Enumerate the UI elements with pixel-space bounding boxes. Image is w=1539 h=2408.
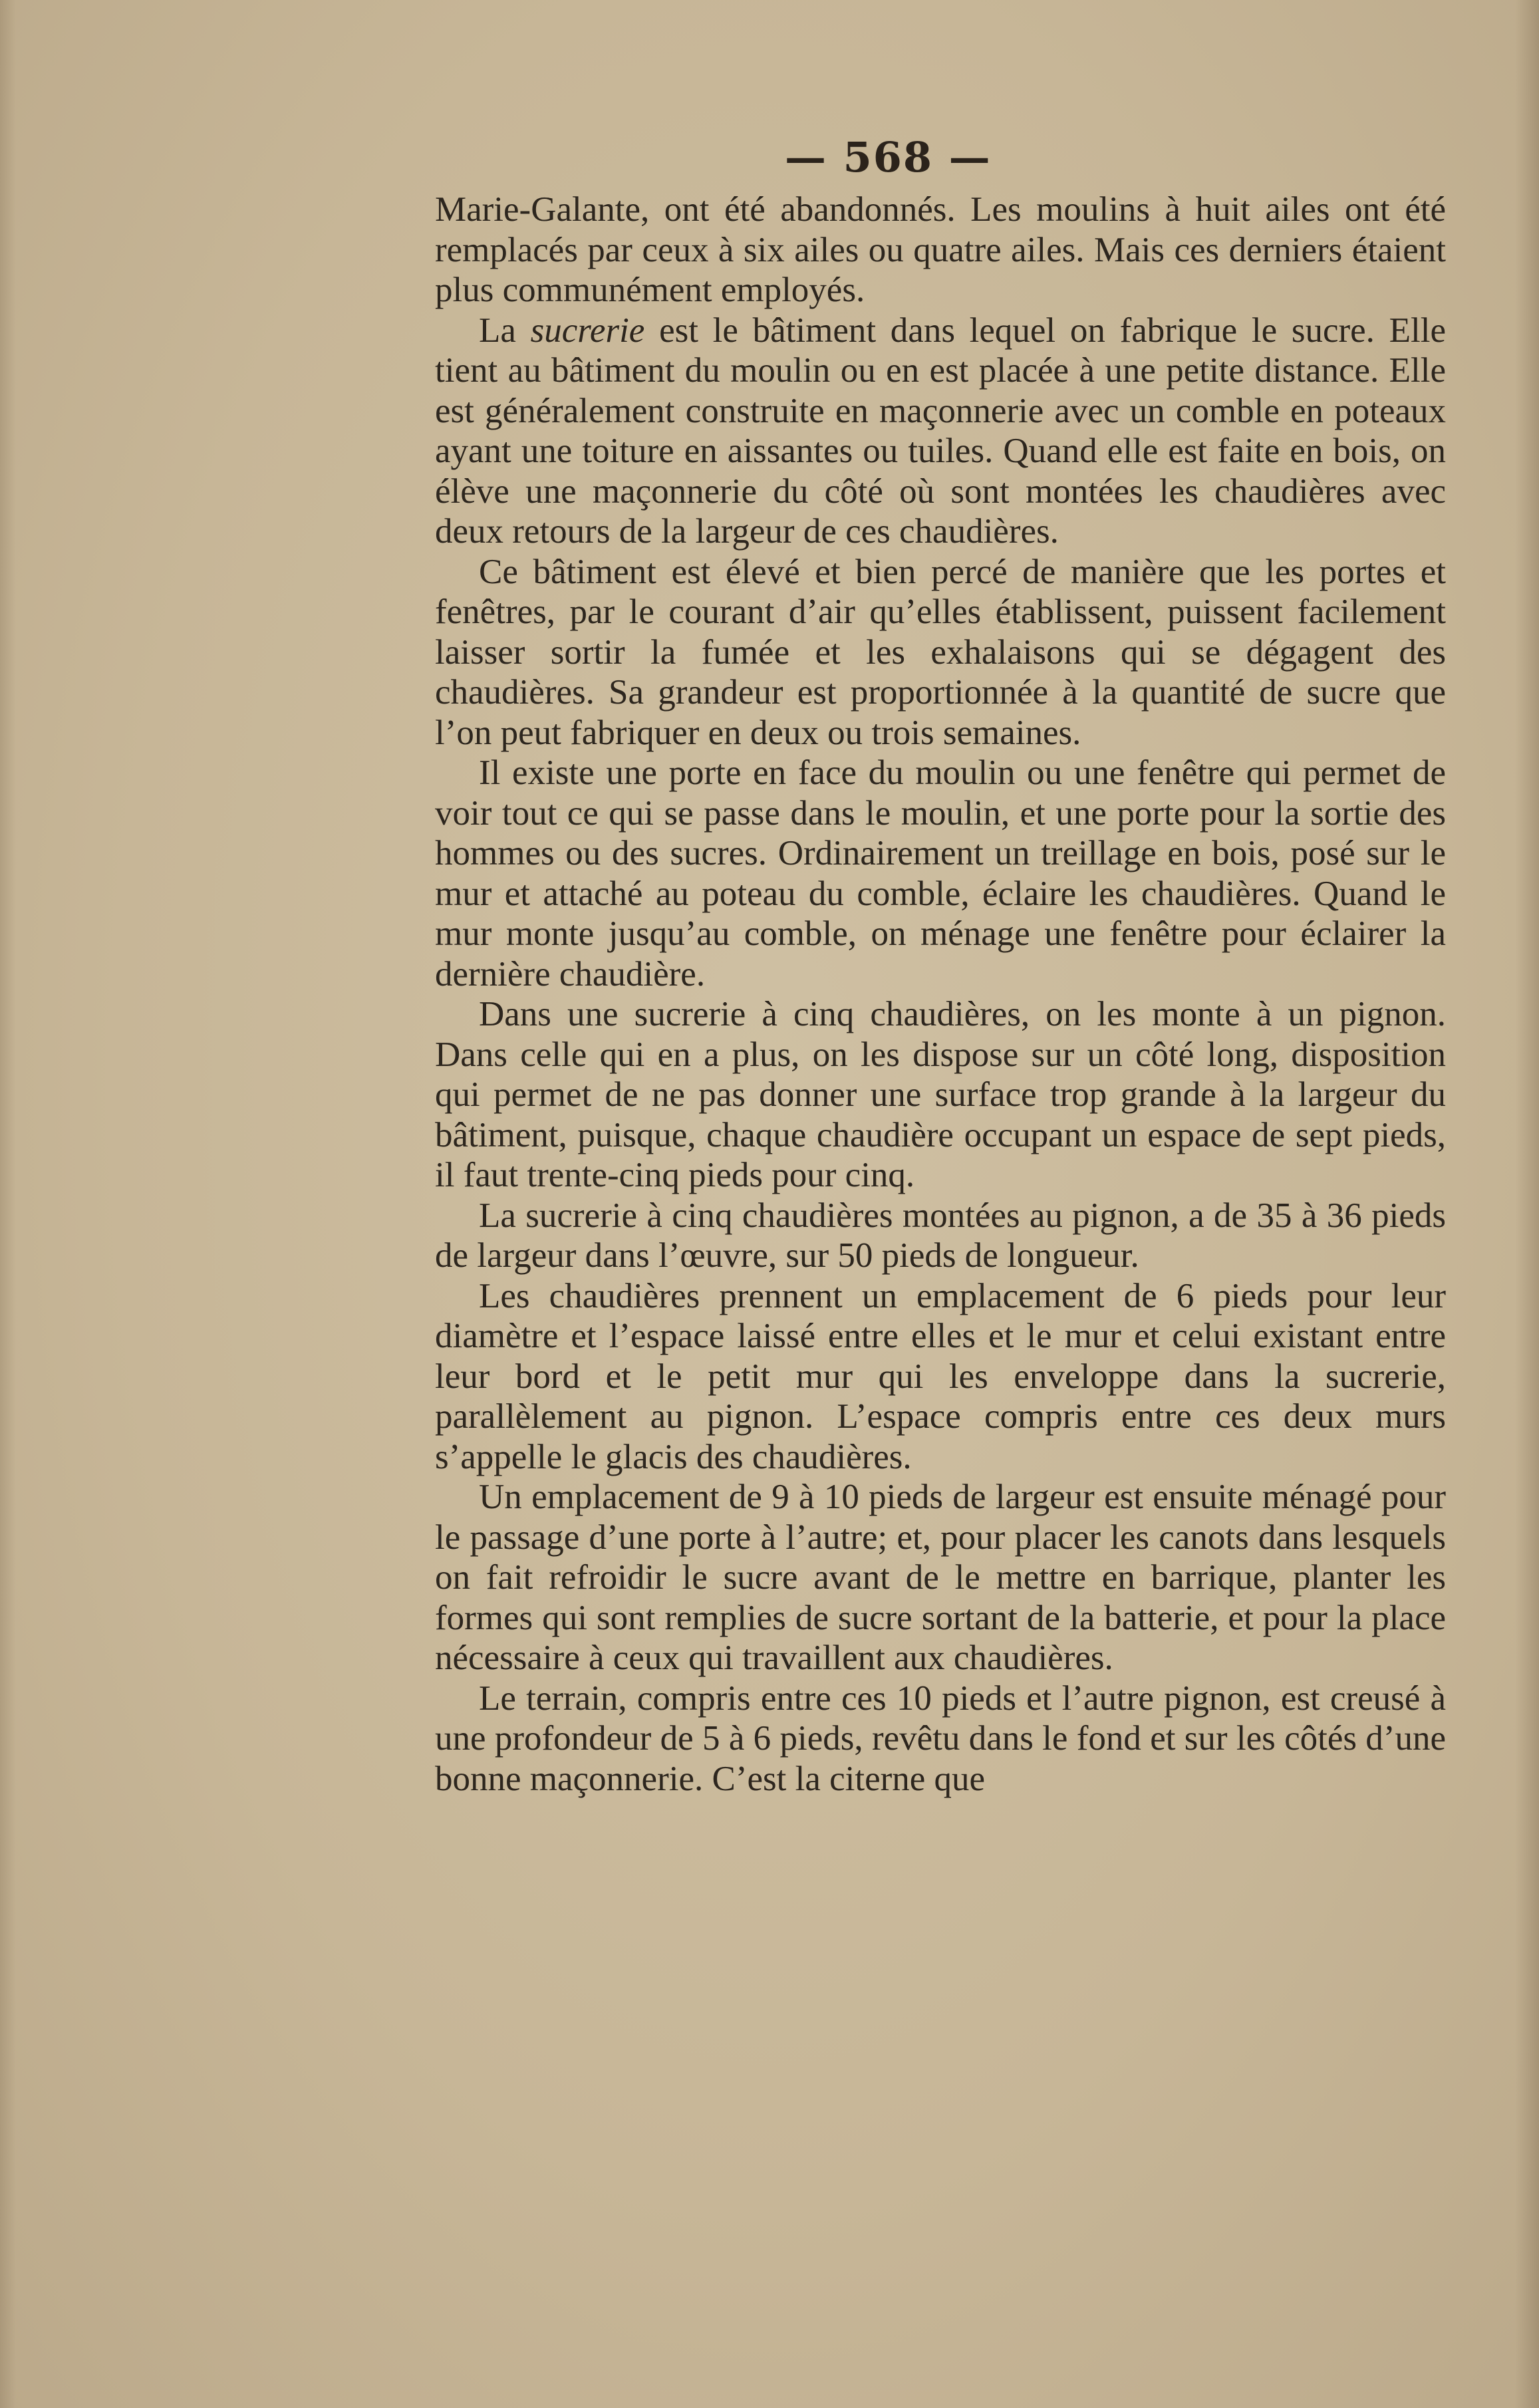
paragraph: Ce bâtiment est élevé et bien percé de manière que les portes et fenêtres, par le courant d’air qu’elles établissent, puissent facilement laisser sortir la fumée et les exhalaisons qui se dégagent des chaudières. Sa grandeur est proportionnée à la quantité de sucre que l’on peut fabriquer en deux ou trois semaines. [435, 552, 1446, 752]
paragraph-text: est le bâtiment dans lequel on fabrique le sucre. Elle tient au bâtiment du moulin ou en est placée à une petite distance. Elle est généralement construite en maçonnerie avec un comble en poteaux ayant une toiture en aissantes ou tuiles. Quand elle est faite en bois, on élève une maçonnerie du côté où sont montées les chaudières avec deux retours de la largeur de ces chaudières. [435, 311, 1446, 551]
paragraph-text: La [479, 311, 531, 350]
paragraph: Dans une sucrerie à cinq chaudières, on les monte à un pignon. Dans celle qui en a plus, on les dispose sur un côté long, disposition qui permet de ne pas donner une surface trop grande à la largeur du bâtiment, puisque, chaque chaudière occupant un espace de sept pieds, il faut trente-cinq pieds pour cinq. [435, 995, 1446, 1194]
page-left-edge-shadow [0, 0, 16, 2408]
page-number: — 568 — [785, 133, 992, 182]
italic-term: sucrerie [530, 311, 645, 350]
paragraph: Il existe une porte en face du moulin ou une fenêtre qui permet de voir tout ce qui se passe dans le moulin, et une porte pour la sortie des hommes ou des sucres. Ordinairement un treillage en bois, posé sur le mur et attaché au poteau du comble, éclaire les chaudières. Quand le mur monte jusqu’au comble, on ménage une fenêtre pour éclairer la dernière chaudière. [435, 753, 1446, 994]
body-text [435, 190, 1446, 1799]
paragraph [435, 311, 1446, 552]
paragraph: Les chaudières prennent un emplacement de 6 pieds pour leur diamètre et l’espace laissé entre elles et le mur et celui existant entre leur bord et le petit mur qui les enveloppe dans la sucrerie, parallèlement au pignon. L’espace compris entre ces deux murs s’appelle le glacis des chaudières. [435, 1276, 1446, 1476]
page-right-edge-shadow [1515, 0, 1539, 2408]
paragraph: Un emplacement de 9 à 10 pieds de largeur est ensuite ménagé pour le passage d’une porte à l’autre; et, pour placer les canots dans lesquels on fait refroidir le sucre avant de le mettre en barrique, planter les formes qui sont remplies de sucre sortant de la batterie, et pour la place nécessaire à ceux qui travaillent aux chaudières. [435, 1478, 1446, 1677]
paragraph: Marie-Galante, ont été abandonnés. Les moulins à huit ailes ont été remplacés par ceux à six ailes ou quatre ailes. Mais ces derniers étaient plus communément employés. [435, 190, 1446, 309]
paragraph: La sucrerie à cinq chaudières montées au pignon, a de 35 à 36 pieds de largeur dans l’œuvre, sur 50 pieds de longueur. [435, 1196, 1446, 1275]
paragraph: Le terrain, compris entre ces 10 pieds et l’autre pignon, est creusé à une profondeur de 5 à 6 pieds, revêtu dans le fond et sur les côtés d’une bonne maçonnerie. C’est la citerne que [435, 1678, 1446, 1798]
